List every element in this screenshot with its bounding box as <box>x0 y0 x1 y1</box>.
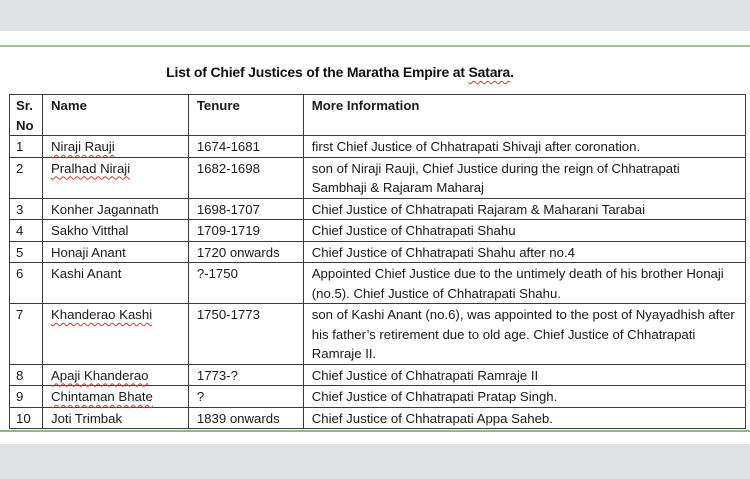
cell-tenure: 1773-? <box>188 364 303 386</box>
cell-name: Chintaman Bhate <box>42 386 188 408</box>
table-header-row <box>10 95 746 136</box>
cell-tenure: 1682-1698 <box>188 157 303 198</box>
cell-sr: 9 <box>10 386 43 408</box>
table-row <box>10 407 746 429</box>
title-place: Satara <box>468 64 511 80</box>
title-suffix: . <box>510 64 514 80</box>
cell-name: Khanderao Kashi <box>42 304 188 365</box>
cell-sr: 3 <box>10 198 43 220</box>
header-more-information: More Information <box>303 95 745 136</box>
cell-sr: 7 <box>10 304 43 365</box>
cell-info: Chief Justice of Chhatrapati Pratap Singh. <box>303 386 745 408</box>
table-row <box>10 220 746 242</box>
cell-name: Sakho Vitthal <box>42 220 188 242</box>
cell-tenure: ? <box>188 386 303 408</box>
table-row <box>10 386 746 408</box>
cell-tenure: 1698-1707 <box>188 198 303 220</box>
cell-tenure: 1750-1773 <box>188 304 303 365</box>
bottom-gray-bar <box>0 444 750 479</box>
cell-info: Chief Justice of Chhatrapati Appa Saheb. <box>303 407 745 429</box>
cell-sr: 4 <box>10 220 43 242</box>
top-green-rule <box>0 45 750 47</box>
cell-name: Apaji Khanderao <box>42 364 188 386</box>
header-sr-no: Sr. No <box>10 95 43 136</box>
cell-sr: 5 <box>10 241 43 263</box>
table-row <box>10 136 746 158</box>
header-name: Name <box>42 95 188 136</box>
cell-name: Pralhad Niraji <box>42 157 188 198</box>
cell-info: Chief Justice of Chhatrapati Ramraje II <box>303 364 745 386</box>
cell-sr: 10 <box>10 407 43 429</box>
cell-sr: 6 <box>10 263 43 304</box>
table-row <box>10 263 746 304</box>
cell-sr: 2 <box>10 157 43 198</box>
cell-tenure: 1709-1719 <box>188 220 303 242</box>
cell-info: Chief Justice of Chhatrapati Shahu after no.4 <box>303 241 745 263</box>
cell-info: Appointed Chief Justice due to the untimely death of his brother Honaji (no.5). Chief Justice of Chhatrapati Shahu. <box>303 263 745 304</box>
cell-name: Niraji Rauji <box>42 136 188 158</box>
cell-info: Chief Justice of Chhatrapati Shahu <box>303 220 745 242</box>
cell-tenure: 1720 onwards <box>188 241 303 263</box>
cell-name: Honaji Anant <box>42 241 188 263</box>
cell-name: Kashi Anant <box>42 263 188 304</box>
top-gray-bar <box>0 0 750 31</box>
table-row <box>10 304 746 365</box>
document-title <box>0 64 680 80</box>
table-row <box>10 157 746 198</box>
table-row <box>10 241 746 263</box>
cell-tenure: 1839 onwards <box>188 407 303 429</box>
cell-sr: 1 <box>10 136 43 158</box>
cell-tenure: ?-1750 <box>188 263 303 304</box>
cell-info: son of Kashi Anant (no.6), was appointed to the post of Nyayadhish after his father’s retirement due to old age. Chief Justice of Chhatrapati Ramraje II. <box>303 304 745 365</box>
cell-info: Chief Justice of Chhatrapati Rajaram & Maharani Tarabai <box>303 198 745 220</box>
title-text: List of Chief Justices of the Maratha Empire at <box>166 64 469 80</box>
cell-info: son of Niraji Rauji, Chief Justice during the reign of Chhatrapati Sambhaji & Rajaram Maharaj <box>303 157 745 198</box>
table-row <box>10 198 746 220</box>
header-tenure: Tenure <box>188 95 303 136</box>
chief-justices-table <box>9 94 746 429</box>
cell-tenure: 1674-1681 <box>188 136 303 158</box>
cell-sr: 8 <box>10 364 43 386</box>
cell-name: Konher Jagannath <box>42 198 188 220</box>
table-row <box>10 364 746 386</box>
cell-name: Joti Trimbak <box>42 407 188 429</box>
bottom-green-rule <box>0 430 750 432</box>
cell-info: first Chief Justice of Chhatrapati Shivaji after coronation. <box>303 136 745 158</box>
